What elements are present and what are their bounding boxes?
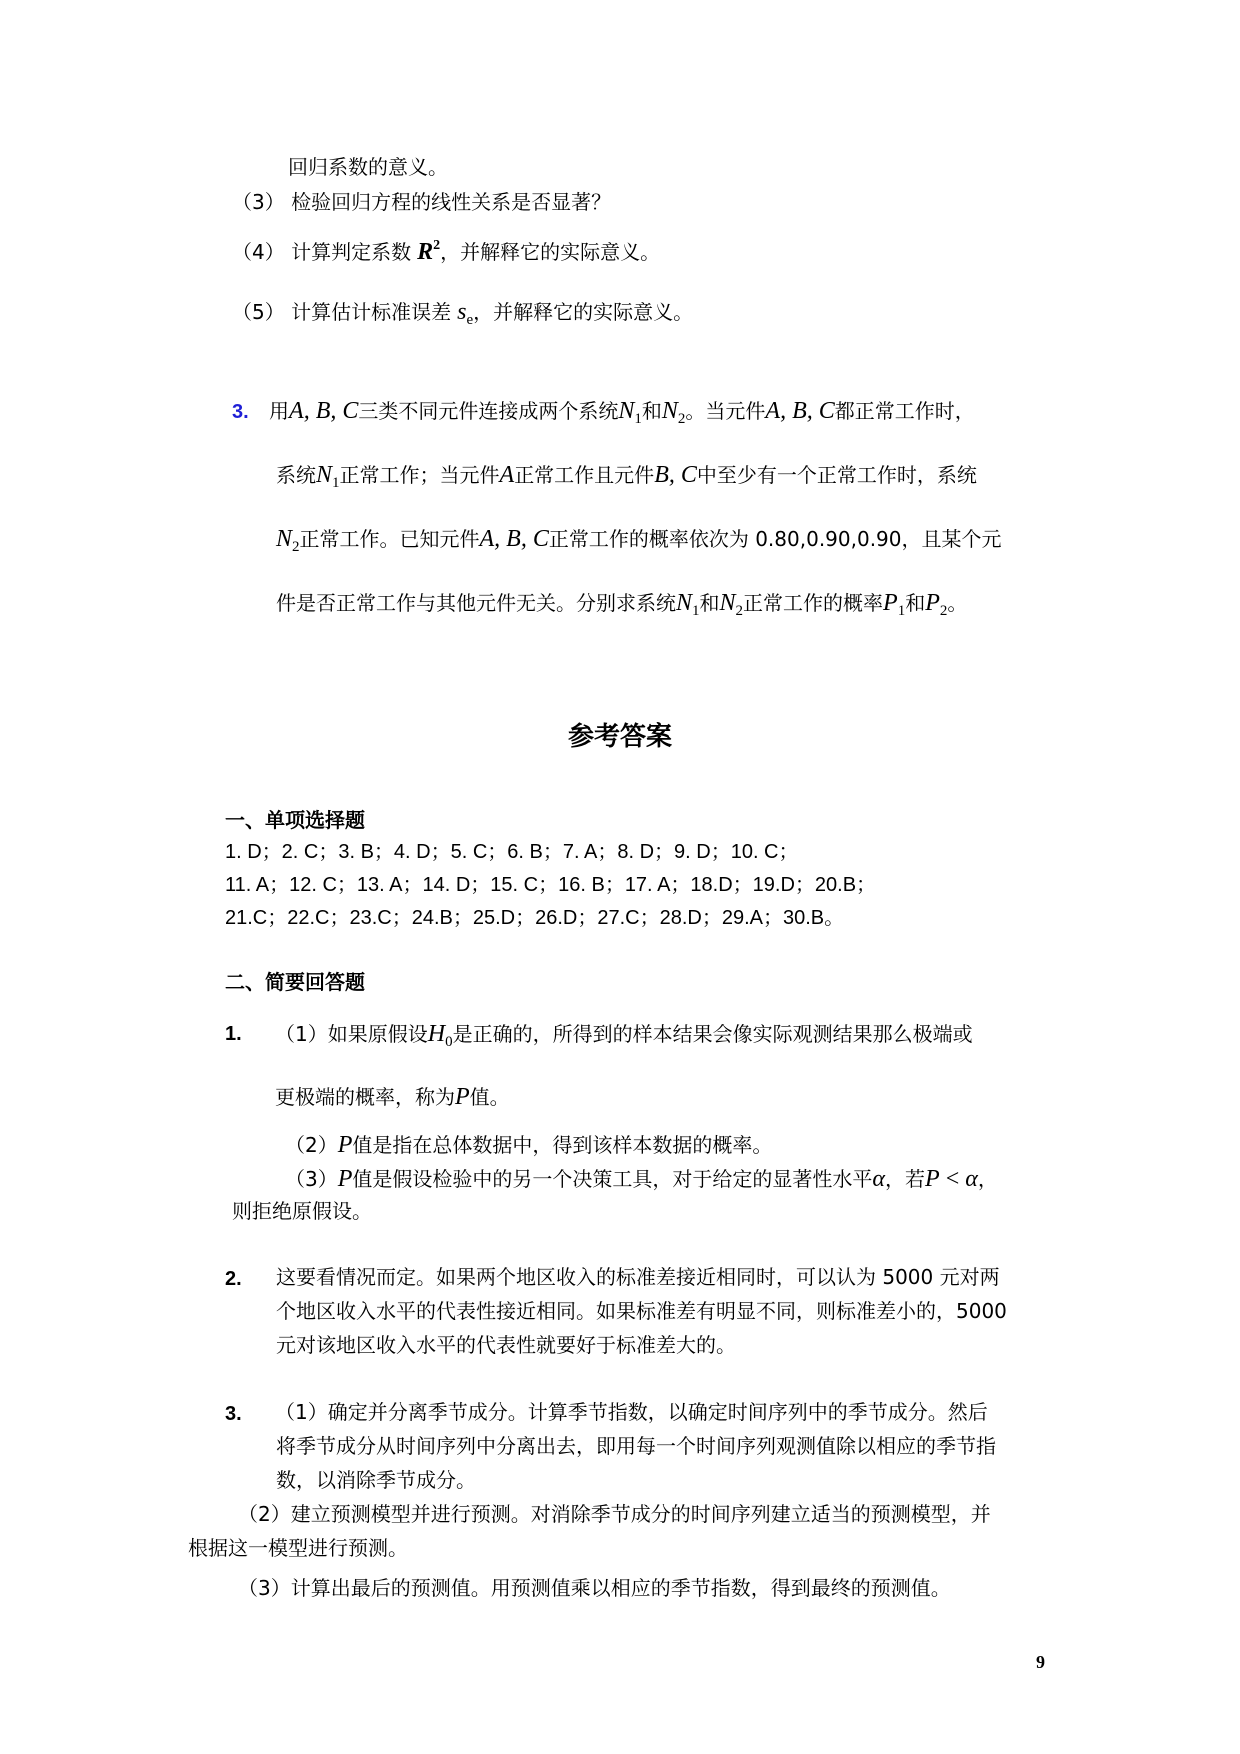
mc-answers-line-2: 11. A；12. C；13. A；14. D；15. C；16. B；17. A；18.D；19.D；20.B； bbox=[225, 874, 877, 896]
q3-number: 3. bbox=[232, 401, 249, 423]
answer-2-number: 2. bbox=[225, 1268, 242, 1290]
q2-item-2-continuation: 回归系数的意义。 bbox=[288, 155, 448, 179]
answer-3-number: 3. bbox=[225, 1403, 242, 1425]
answer-1-number: 1. bbox=[225, 1023, 242, 1045]
answer-1-line-2: 更极端的概率，称为P值。 bbox=[275, 1084, 510, 1110]
answers-title: 参考答案 bbox=[567, 722, 672, 752]
q3-line-4: 件是否正常工作与其他元件无关。分别求系统$N_1$和$N_2$正常工作的概率$P_1$和$P_2$。 bbox=[276, 590, 968, 619]
section-multiple-choice-heading: 一、单项选择题 bbox=[225, 808, 365, 832]
page-number: 9 bbox=[1036, 1652, 1045, 1672]
q3-line-1: 3. 用A, B, C三类不同元件连接成两个系统$N_1$和$N_2$。当元件A, B, C都正常工作时， bbox=[232, 398, 975, 427]
q2-item-3: （3） 检验回归方程的线性关系是否显著？ bbox=[232, 190, 612, 214]
mc-answers-line-1: 1. D；2. C；3. B；4. D；5. C；6. B；7. A；8. D；9. D；10. C； bbox=[225, 841, 799, 863]
answer-1-line-4: （3）P值是假设检验中的另一个决策工具，对于给定的显著性水平α，若P < α， bbox=[285, 1166, 998, 1192]
q2-item-4: （4） 计算判定系数 $R^2$，并解释它的实际意义。 bbox=[232, 238, 661, 265]
answer-1-line-3: （2）P值是指在总体数据中，得到该样本数据的概率。 bbox=[285, 1132, 773, 1158]
answer-3-line-6: （3）计算出最后的预测值。用预测值乘以相应的季节指数，得到最终的预测值。 bbox=[238, 1576, 951, 1600]
answer-2-line-1: 这要看情况而定。如果两个地区收入的标准差接近相同时，可以认为 5000 元对两 bbox=[276, 1265, 1000, 1289]
mc-answers-line-3: 21.C；22.C；23.C；24.B；25.D；26.D；27.C；28.D；29.A；30.B。 bbox=[225, 907, 845, 929]
answer-3-line-1: （1）确定并分离季节成分。计算季节指数，以确定时间序列中的季节成分。然后 bbox=[275, 1400, 988, 1424]
answer-3-line-3: 数，以消除季节成分。 bbox=[276, 1468, 476, 1492]
section-short-answer-heading: 二、简要回答题 bbox=[225, 970, 365, 994]
answer-2-line-3: 元对该地区收入水平的代表性就要好于标准差大的。 bbox=[276, 1333, 736, 1357]
q3-line-3: $N_2$正常工作。已知元件A, B, C正常工作的概率依次为 0.80,0.90,0.90，且某个元 bbox=[276, 526, 1002, 555]
q3-line-2: 系统$N_1$正常工作；当元件A正常工作且元件B, C中至少有一个正常工作时，系统 bbox=[276, 462, 977, 491]
answer-3-line-4: （2）建立预测模型并进行预测。对消除季节成分的时间序列建立适当的预测模型，并 bbox=[238, 1502, 991, 1526]
answer-3-line-5: 根据这一模型进行预测。 bbox=[188, 1536, 408, 1560]
answer-2-line-2: 个地区收入水平的代表性接近相同。如果标准差有明显不同，则标准差小的，5000 bbox=[276, 1299, 1007, 1323]
answer-1-line-1: （1）如果原假设$H_0$是正确的，所得到的样本结果会像实际观测结果那么极端或 bbox=[275, 1021, 973, 1050]
answer-3-line-2: 将季节成分从时间序列中分离出去，即用每一个时间序列观测值除以相应的季节指 bbox=[276, 1434, 996, 1458]
q2-item-5: （5） 计算估计标准误差 $s_e$，并解释它的实际意义。 bbox=[232, 299, 694, 328]
answer-1-line-5: 则拒绝原假设。 bbox=[232, 1199, 372, 1223]
